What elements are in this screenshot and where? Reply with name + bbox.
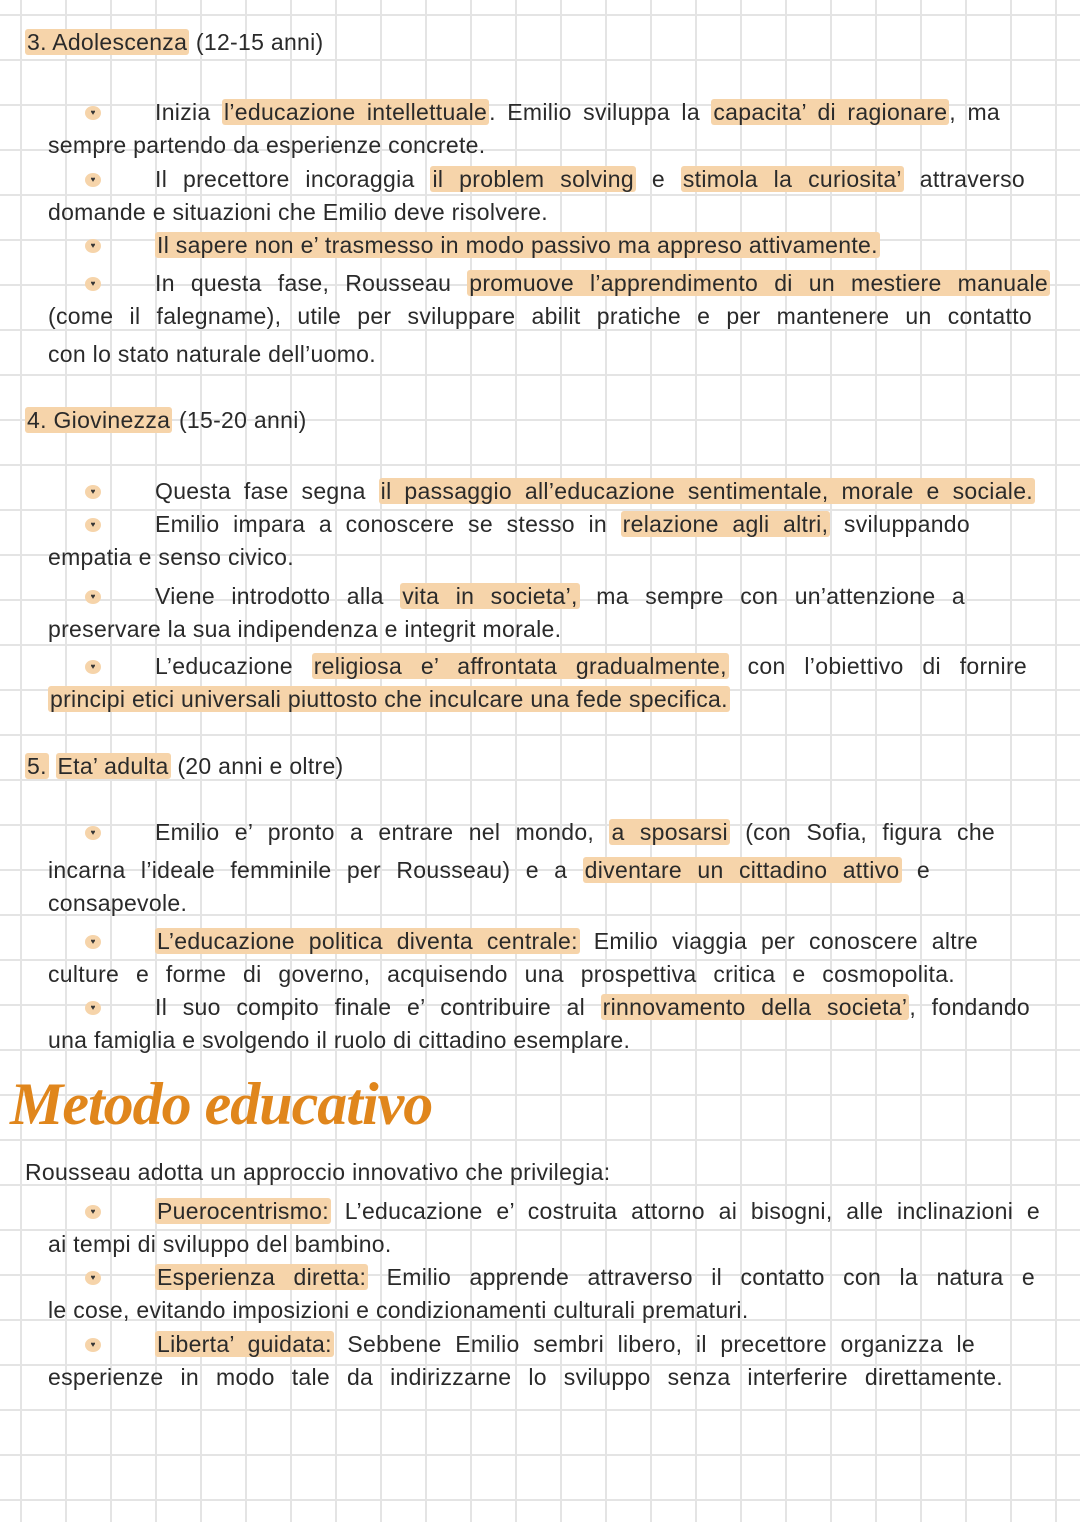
text: ai tempi di sviluppo del bambino. — [48, 1231, 392, 1257]
highlighted-text: principi etici universali piuttosto che inculcare una fede specifica. — [50, 686, 728, 712]
highlighted-text: il passaggio all’educazione sentimentale, morale e sociale. — [380, 478, 1033, 504]
note-line — [155, 230, 880, 260]
note-line — [48, 888, 187, 918]
text: Sebbene Emilio sembri libero, il precettore organizza le — [333, 1331, 975, 1357]
highlighted-text: religiosa e’ affrontata gradualmente, — [313, 653, 727, 679]
note-line — [48, 130, 485, 160]
highlighted-text: rinnovamento della societa’ — [602, 994, 908, 1020]
text: e — [901, 857, 930, 883]
note-line — [155, 268, 1050, 298]
note-line — [25, 27, 324, 57]
text: e — [635, 166, 681, 192]
text: Il precettore incoraggia — [155, 166, 431, 192]
note-line — [48, 1295, 749, 1325]
text: sviluppando — [830, 511, 970, 537]
heart-bullet-icon: ♥ — [85, 173, 101, 187]
heart-bullet-icon: ♥ — [85, 660, 101, 674]
text: L’educazione e’ costruita attorno ai bisogni, alle inclinazioni e — [330, 1198, 1040, 1224]
note-line — [155, 1329, 975, 1359]
heart-bullet-icon: ♥ — [85, 1001, 101, 1015]
heart-bullet-icon: ♥ — [85, 1271, 101, 1285]
text: preservare la sua indipendenza e integrit morale. — [48, 616, 562, 642]
heart-bullet-icon: ♥ — [85, 935, 101, 949]
text: (15-20 anni) — [172, 407, 307, 433]
text: L’educazione — [155, 653, 312, 679]
note-line — [25, 1157, 610, 1187]
text: , ma — [949, 99, 1000, 125]
heart-bullet-icon: ♥ — [85, 277, 101, 291]
text: Inizia — [155, 99, 222, 125]
highlighted-text: L’educazione politica diventa centrale: — [157, 928, 578, 954]
note-line — [155, 581, 965, 611]
heart-bullet-icon: ♥ — [85, 590, 101, 604]
note-line — [155, 1196, 1040, 1226]
highlighted-text: Eta’ adulta — [57, 753, 169, 779]
text: (20 anni e oltre) — [170, 753, 344, 779]
highlighted-text: capacita’ di ragionare — [713, 99, 948, 125]
text: attraverso — [903, 166, 1025, 192]
highlighted-text: 4. Giovinezza — [27, 407, 171, 433]
text: . Emilio sviluppa la — [489, 99, 712, 125]
text: domande e situazioni che Emilio deve risolvere. — [48, 199, 548, 225]
text: (12-15 anni) — [189, 29, 324, 55]
note-line — [155, 509, 970, 539]
highlighted-text: vita in societa’, — [402, 583, 578, 609]
text: Viene introdotto alla — [155, 583, 401, 609]
text: , fondando — [909, 994, 1030, 1020]
heart-bullet-icon: ♥ — [85, 1338, 101, 1352]
highlighted-text: stimola la curiosita’ — [682, 166, 902, 192]
text: consapevole. — [48, 890, 188, 916]
highlighted-text: l’educazione intellettuale — [223, 99, 488, 125]
note-line — [48, 1229, 392, 1259]
heart-bullet-icon: ♥ — [85, 1205, 101, 1219]
heart-bullet-icon: ♥ — [85, 826, 101, 840]
text: Emilio e’ pronto a entrare nel mondo, — [155, 819, 610, 845]
text: sempre partendo da esperienze concrete. — [48, 132, 486, 158]
highlighted-text: Puerocentrismo: — [157, 1198, 329, 1224]
note-line — [155, 651, 1027, 681]
note-line — [48, 1362, 1003, 1392]
note-line — [155, 164, 1025, 194]
note-line — [155, 97, 1000, 127]
note-line — [48, 614, 561, 644]
text: Emilio apprende attraverso il contatto con la natura e — [368, 1264, 1035, 1290]
note-line — [155, 817, 995, 847]
note-line — [48, 197, 548, 227]
text: incarna l’ideale femminile per Rousseau) e a — [48, 857, 583, 883]
text: con l’obiettivo di fornire — [728, 653, 1027, 679]
text: le cose, evitando imposizioni e condizionamenti culturali prematuri. — [48, 1297, 749, 1323]
note-line — [155, 476, 1035, 506]
text: Emilio impara a conoscere se stesso in — [155, 511, 621, 537]
text — [49, 753, 56, 779]
text: Il suo compito finale e’ contribuire al — [155, 994, 601, 1020]
note-line — [48, 1025, 630, 1055]
highlighted-text: Liberta’ guidata: — [157, 1331, 332, 1357]
highlighted-text: a sposarsi — [611, 819, 728, 845]
text: In questa fase, Rousseau — [155, 270, 468, 296]
note-line — [48, 301, 1032, 331]
note-line — [25, 751, 344, 781]
note-line — [48, 542, 294, 572]
note-line — [48, 959, 955, 989]
note-line — [48, 339, 376, 369]
text: ma sempre con un’attenzione a — [579, 583, 965, 609]
heart-bullet-icon: ♥ — [85, 106, 101, 120]
highlighted-text: il problem solving — [432, 166, 634, 192]
highlighted-text: diventare un cittadino attivo — [584, 857, 900, 883]
highlighted-text: Esperienza diretta: — [157, 1264, 367, 1290]
note-line — [155, 1262, 1035, 1292]
note-line — [25, 405, 307, 435]
text: con lo stato naturale dell’uomo. — [48, 341, 376, 367]
heart-bullet-icon: ♥ — [85, 239, 101, 253]
note-line — [155, 992, 1030, 1022]
highlighted-text: 3. Adolescenza — [27, 29, 188, 55]
text: empatia e senso civico. — [48, 544, 294, 570]
highlighted-text: Il sapere non e’ trasmesso in modo passivo ma appreso attivamente. — [157, 232, 878, 258]
text: Questa fase segna — [155, 478, 379, 504]
text: culture e forme di governo, acquisendo una prospettiva critica e cosmopolita. — [48, 961, 955, 987]
highlighted-text: promuove l’apprendimento di un mestiere manuale — [469, 270, 1048, 296]
section-title: Metodo educativo — [10, 1071, 433, 1137]
text: (con Sofia, figura che — [729, 819, 996, 845]
note-line — [48, 855, 930, 885]
text: (come il falegname), utile per sviluppare abilit pratiche e per mantenere un contatto — [48, 303, 1032, 329]
highlighted-text: 5. — [27, 753, 47, 779]
text: una famiglia e svolgendo il ruolo di cittadino esemplare. — [48, 1027, 631, 1053]
note-line — [155, 926, 978, 956]
text: esperienze in modo tale da indirizzarne lo sviluppo senza interferire direttamente. — [48, 1364, 1003, 1390]
text: Rousseau adotta un approccio innovativo che privilegia: — [25, 1159, 611, 1185]
text: Emilio viaggia per conoscere altre — [579, 928, 978, 954]
note-line — [48, 684, 730, 714]
heart-bullet-icon: ♥ — [85, 485, 101, 499]
heart-bullet-icon: ♥ — [85, 518, 101, 532]
highlighted-text: relazione agli altri, — [622, 511, 829, 537]
